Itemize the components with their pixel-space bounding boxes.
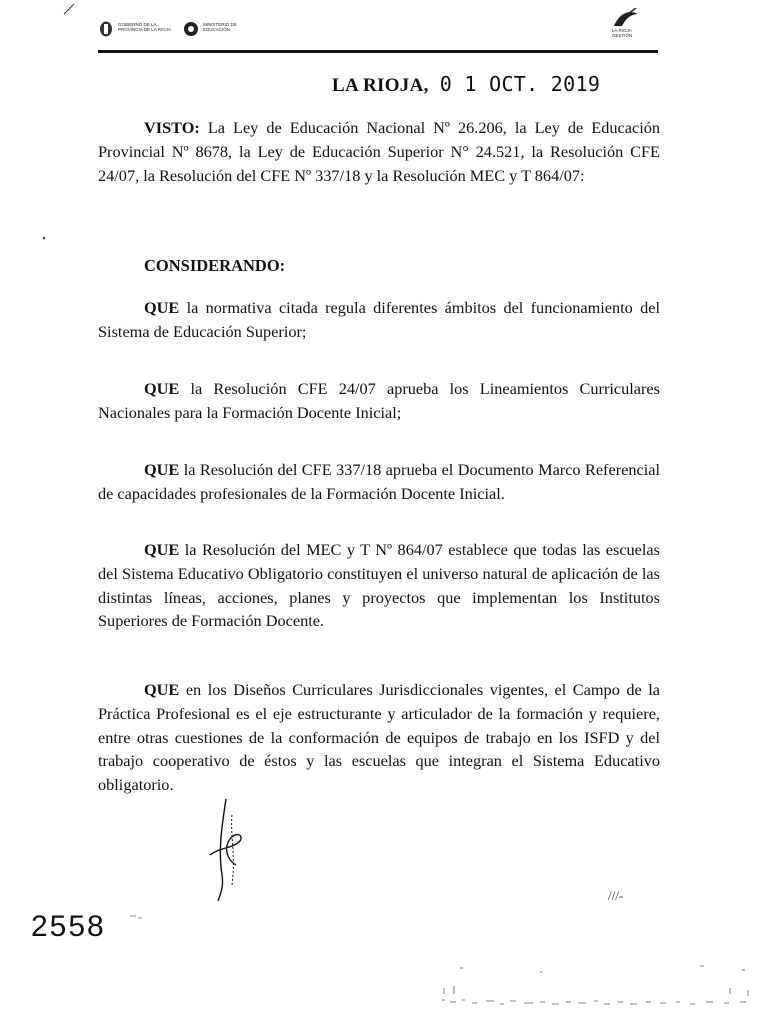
la-rioja-brand-logo [610, 8, 644, 42]
considerando-heading: CONSIDERANDO: [144, 256, 286, 275]
ministry-logo [183, 18, 253, 40]
brand-logo-text: LA RIOJA GESTIÓN [612, 28, 633, 38]
visto-text: La Ley de Educación Nacional Nº 26.206, la Ley de Educación Provincial Nº 8678, la Ley de Educación Superior N° 24.521, la Resolución CFE 24/07, la Resolución del CFE Nº 337/18 y la Resolución MEC y T 864/07: [98, 118, 660, 185]
paragraph-text: la Resolución del MEC y T Nº 864/07 establece que todas las escuelas del Sistema Educativo Obligatorio constituyen el universo natural de aplicación de las distintas líneas, acciones, planes y proyectos que implementan los Institutos Superiores de Formación Docente. [98, 540, 660, 631]
visto-paragraph [98, 116, 660, 187]
considerando-paragraph-1 [98, 296, 660, 344]
ministry-logo-text: MINISTERIO DE EDUCACIÓN [203, 22, 237, 32]
date-stamp: 0 1 OCT. 2019 [439, 72, 601, 96]
continuation-mark: ///- [608, 888, 624, 903]
header-rule [98, 50, 658, 53]
paragraph-lead: QUE [144, 680, 180, 699]
brand-swoosh-icon [610, 8, 644, 28]
paragraph-lead: QUE [144, 379, 180, 398]
paragraph-text: la Resolución del CFE 337/18 aprueba el Documento Marco Referencial de capacidades profesionales de la Formación Docente Inicial. [98, 460, 660, 503]
paragraph-lead: QUE [144, 298, 180, 317]
provincial-government-logo [98, 18, 178, 40]
provincial-government-logo-text: GOBIERNO DE LA PROVINCIA DE LA RIOJA [118, 22, 172, 32]
considerando-paragraph-5 [98, 678, 660, 797]
visto-lead: VISTO: [144, 118, 200, 137]
dateline [332, 72, 600, 97]
paragraph-text: la Resolución CFE 24/07 aprueba los Lineamientos Curriculares Nacionales para la Formación Docente Inicial; [98, 379, 660, 422]
ministry-emblem-icon [183, 20, 199, 38]
handwritten-signature [196, 795, 266, 905]
paragraph-lead: QUE [144, 460, 180, 479]
paragraph-text: en los Diseños Curriculares Jurisdiccionales vigentes, el Campo de la Práctica Profesional es el eje estructurante y articulador de la formación y requiere, entre otras cuestiones de la conformación de equipos de trabajo en los ISFD y del trabajo cooperativo de éstos y las escuelas que integran el Sistema Educativo obligatorio. [98, 680, 660, 795]
considerando-paragraph-2 [98, 377, 660, 425]
considerando-paragraph-3 [98, 458, 660, 506]
header-logos [98, 16, 258, 42]
considerando-paragraph-4 [98, 538, 660, 633]
paragraph-lead: QUE [144, 540, 180, 559]
dateline-place: LA RIOJA, [332, 75, 429, 96]
paragraph-text: la normativa citada regula diferentes ámbitos del funcionamiento del Sistema de Educación Superior; [98, 298, 660, 341]
document-number: 2558 [31, 910, 106, 943]
coat-of-arms-icon [98, 20, 114, 38]
